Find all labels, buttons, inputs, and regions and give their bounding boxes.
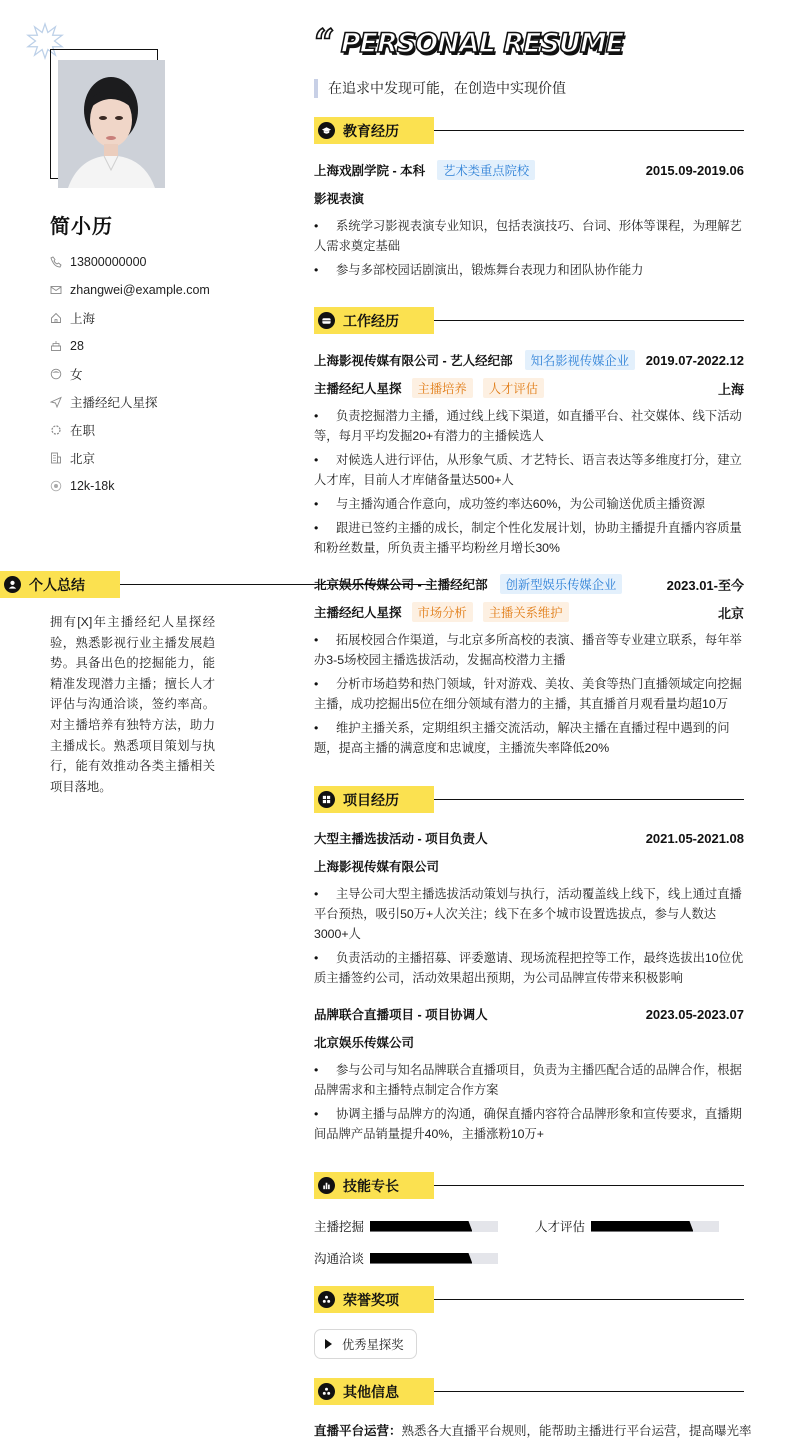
skill-item [535,1217,719,1235]
skill-bar-fill [370,1221,472,1232]
section-divider [434,799,744,800]
project-org: 上海影视传媒有限公司 [314,860,440,874]
company-tag: 知名影视传媒企业 [525,350,635,370]
salary-value: 12k-18k [70,479,115,493]
work-item-header [314,574,744,594]
briefcase-icon [318,312,335,329]
education-section-header [314,117,744,144]
info-salary [50,472,210,500]
skill-tag: 人才评估 [483,378,544,398]
skills-section-header [314,1172,744,1199]
quote-mark-icon: “ [314,22,331,64]
sidebar [0,0,260,1441]
avatar [58,60,165,188]
salary-icon [50,480,62,492]
work-role-row [314,602,744,622]
work-bullets [314,630,744,762]
project-org-row [314,856,744,876]
projects-title-tab [314,786,434,813]
motto: 在追求中发现可能，在创造中实现价值 [314,79,566,98]
bullet-item: • 维护主播关系，定期组织主播交流活动，解决主播在直播过程中遇到的问题，提高主播的满意度和忠诚度，主播流失率降低20% [314,718,744,758]
company-name: 上海影视传媒有限公司 - 艺人经纪部 [314,354,513,368]
other-value: 熟悉各大直播平台规则，能帮助主播进行平台运营，提高曝光率 [401,1424,752,1438]
location-value: 上海 [70,312,96,326]
summary-text: 拥有[X]年主播经纪人星探经验，熟悉影视行业主播发展趋势。具备出色的挖掘能力，能精准发现潜力主播；擅长人才评估与沟通洽谈，签约率高。对主播培养有独特方法，助力主播成长。熟悉项目策划与执行，能有效推动各类主播相关项目落地。 [50,615,215,794]
project-org-row [314,1032,744,1052]
section-divider [434,130,744,131]
info-status [50,416,210,444]
skill-tag: 主播关系维护 [483,602,569,622]
project-date: 2021.05-2021.08 [645,830,744,846]
school-name: 上海戏剧学院 - 本科 [314,164,426,178]
bullet-item: • 参与公司与知名品牌联合直播项目，负责为主播匹配合适的品牌合作，根据品牌需求和主播特点制定合作方案 [314,1060,744,1100]
work-item-header [314,350,744,370]
bullet-item: • 负责活动的主播招募、评委邀请、现场流程把控等工作，最终选拔出10位优质主播签约公司，活动效果超出预期，为公司品牌宣传带来积极影响 [314,948,744,988]
other-info-text [314,1421,752,1439]
school-tag: 艺术类重点院校 [437,160,535,180]
skills-title: 技能专长 [343,1177,399,1194]
awards-title-tab [314,1286,434,1313]
skill-bar-fill [591,1221,693,1232]
education-bullets [314,216,744,284]
other-title: 其他信息 [343,1383,399,1400]
status-value: 在职 [70,424,96,438]
info-phone [50,248,210,276]
project-date: 2023.05-2023.07 [645,1006,744,1022]
phone-icon [50,256,62,268]
home-icon [50,312,62,324]
work-title-tab [314,307,434,334]
building-icon [50,452,62,464]
awards-section-header [314,1286,744,1313]
bullet-item: • 分析市场趋势和热门领域，针对游戏、美妆、美食等热门直播领域定向挖掘主播，成功挖掘出5位在细分领域有潜力的主播，其直播首月观看量均超10万 [314,674,744,714]
skill-bar [370,1221,498,1232]
skill-tag: 市场分析 [412,602,473,622]
project-name: 品牌联合直播项目 - 项目协调人 [314,1008,488,1022]
bullet-item: • 负责挖掘潜力主播，通过线上线下渠道，如直播平台、社交媒体、线下活动等，每月平均发掘20+有潜力的主播候选人 [314,406,744,446]
info-icon [318,1383,335,1400]
project-item-header [314,1004,744,1024]
info-location [50,304,210,332]
work-section-header [314,307,744,334]
bar-chart-icon [318,1177,335,1194]
summary-title-tab [0,571,120,598]
bullet-item: • 对候选人进行评估，从形象气质、才艺特长、语言表达等多维度打分，建立人才库，目前人才库储备量达500+人 [314,450,744,490]
skill-tag: 主播培养 [412,378,473,398]
cake-icon [50,340,62,352]
major: 影视表演 [314,192,365,206]
awards-title: 荣誉奖项 [343,1291,399,1308]
award-badge [314,1329,417,1359]
work-city: 上海 [717,381,744,397]
education-date: 2015.09-2019.06 [645,162,744,178]
bullet-item: • 参与多部校园话剧演出，锻炼舞台表现力和团队协作能力 [314,260,744,280]
section-divider [434,1299,744,1300]
info-gender [50,360,210,388]
position-value: 主播经纪人星探 [70,396,158,410]
user-icon [4,576,21,593]
company-name: 北京娱乐传媒公司 - 主播经纪部 [314,578,488,592]
education-title: 教育经历 [343,122,399,139]
skill-bar-fill [370,1253,472,1264]
work-date: 2023.01-至今 [666,577,744,593]
bullet-item: • 协调主播与品牌方的沟通，确保直播内容符合品牌形象和宣传要求，直播期间品牌产品销量提升40%，主播涨粉10万+ [314,1104,744,1144]
age-value: 28 [70,339,84,353]
work-role-row [314,378,744,398]
bullet-item: • 主导公司大型主播选拔活动策划与执行，活动覆盖线上线下，线上通过直播平台预热，吸引50万+人次关注；线下在多个城市设置选拔点，参与人数达3000+人 [314,884,744,944]
summary-title: 个人总结 [29,576,85,593]
bullet-item: • 拓展校园合作渠道，与北京多所高校的表演、播音等专业建立联系，每年举办3-5场校园主播选拔活动，发掘高校潜力主播 [314,630,744,670]
skill-item [314,1249,498,1267]
work-title: 工作经历 [343,312,399,329]
project-bullets [314,1060,744,1148]
project-item-header [314,828,744,848]
bullet-item: • 与主播沟通合作意向，成功签约率达60%，为公司输送优质主播资源 [314,494,744,514]
gender-value: 女 [70,368,83,382]
skills-title-tab [314,1172,434,1199]
send-icon [50,396,62,408]
bullet-item: • 系统学习影视表演专业知识，包括表演技巧、台词、形体等课程，为理解艺人需求奠定基础 [314,216,744,256]
company-tag: 创新型娱乐传媒企业 [500,574,623,594]
project-name: 大型主播选拔活动 - 项目负责人 [314,832,488,846]
skill-label: 人才评估 [535,1220,586,1234]
info-position [50,388,210,416]
education-major-row [314,188,744,208]
profile-name: 简小历 [50,216,113,238]
work-date: 2019.07-2022.12 [645,352,744,368]
resume-title [314,22,624,72]
contact-info [50,248,210,500]
projects-title: 项目经历 [343,791,399,808]
section-divider [434,1185,744,1186]
section-divider [434,320,744,321]
graduation-cap-icon [318,122,335,139]
skill-label: 主播挖掘 [314,1220,365,1234]
info-email [50,276,210,304]
role: 主播经纪人星探 [314,382,402,396]
gender-icon [50,368,62,380]
education-item-header [314,160,744,180]
skill-bar [370,1253,498,1264]
award-label: 优秀星探奖 [342,1338,404,1352]
mail-icon [50,284,62,296]
work-bullets [314,406,744,562]
role: 主播经纪人星探 [314,606,402,620]
project-org: 北京娱乐传媒公司 [314,1036,415,1050]
info-city [50,444,210,472]
work-city: 北京 [717,605,744,621]
project-bullets [314,884,744,992]
status-icon [50,424,62,436]
skill-label: 沟通洽谈 [314,1252,365,1266]
bullet-item: • 跟进已签约主播的成长，制定个性化发展计划，协助主播提升直播内容质量和粉丝数量，所负责主播平均粉丝月增长30% [314,518,744,558]
phone-value: 13800000000 [70,255,147,269]
other-title-tab [314,1378,434,1405]
city-value: 北京 [70,452,96,466]
other-label: 直播平台运营 [314,1424,390,1438]
email-value: zhangwei@example.com [70,283,210,297]
info-age [50,332,210,360]
skill-item [314,1217,498,1235]
section-divider [434,1391,744,1392]
grid-icon [318,791,335,808]
other-sep: ： [389,1424,402,1438]
award-icon [318,1291,335,1308]
skill-bar [591,1221,719,1232]
other-section-header [314,1378,744,1405]
education-title-tab [314,117,434,144]
play-triangle-icon [325,1339,332,1349]
projects-section-header [314,786,744,813]
resume-title-text: PERSONAL RESUME [340,28,624,59]
